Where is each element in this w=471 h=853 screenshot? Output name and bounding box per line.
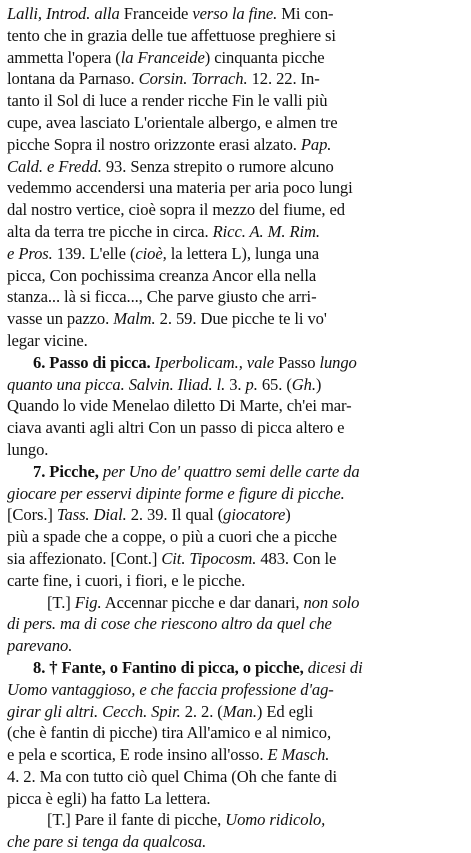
text-run: o <box>105 657 122 677</box>
text-line <box>7 352 464 374</box>
text-run: Mi con- <box>277 4 334 23</box>
text-line <box>7 330 464 352</box>
text-line <box>7 504 464 526</box>
text-run: 483. Con le <box>256 548 337 568</box>
text-run: giocare per esservi dipinte forme e figure di picche. <box>7 483 345 503</box>
text-run: 65. ( <box>257 374 292 394</box>
text-run: Ricc. A. M. Rim. <box>212 221 320 241</box>
text-run: p. <box>245 374 258 394</box>
text-line <box>7 809 464 831</box>
text-run: Man. <box>222 701 257 721</box>
text-run: 4. 2. Ma con tutto ciò quel Chima (Oh che fante di <box>7 766 338 786</box>
text-run: verso la fine. <box>192 4 278 23</box>
text-line <box>7 68 464 90</box>
text-line <box>7 701 464 723</box>
entry-text <box>7 3 464 853</box>
text-run: picche, <box>255 657 304 677</box>
text-run: stanza... là si ficca..., Che parve giusto che arri- <box>7 287 317 307</box>
text-run: e pela e scortica, E rode insino all'osso. <box>7 745 268 765</box>
text-run: ) <box>285 505 291 525</box>
text-line <box>7 679 464 701</box>
text-line <box>7 592 464 614</box>
text-line <box>7 439 464 461</box>
text-line <box>7 3 464 25</box>
text-run: ammetta l'opera ( <box>7 47 121 67</box>
text-run: 2. 59. Due picche te li vo' <box>155 309 327 329</box>
text-line <box>7 635 464 657</box>
text-line <box>7 308 464 330</box>
text-run: 2. 2. ( <box>180 701 223 721</box>
text-line <box>7 744 464 766</box>
text-run: Fantino di picca, <box>121 657 239 677</box>
text-run: tanto il Sol di luce a render ricche Fin le valli più <box>7 91 328 111</box>
text-line <box>7 831 464 853</box>
paragraph-2 <box>7 461 464 592</box>
text-line <box>7 134 464 156</box>
text-run: picche Sopra il nostro orizzonte erasi alzato. <box>7 134 301 154</box>
text-line <box>7 395 464 417</box>
text-run: Lalli, Introd. alla <box>7 4 120 23</box>
text-run: Tass. Dial. <box>56 505 127 525</box>
text-run: Picche, <box>49 461 99 481</box>
text-run: Malm. <box>113 309 156 329</box>
text-run: ) cinquanta picche <box>204 47 325 67</box>
text-line <box>7 657 464 679</box>
text-line <box>7 25 464 47</box>
text-run: Uomo vantaggioso, e che faccia professione d'ag- <box>7 679 334 699</box>
text-run: Accennar picche e dar danari, <box>101 592 304 612</box>
text-run: Uomo ridicolo, <box>225 810 326 830</box>
text-line <box>7 243 464 265</box>
text-run: carte fine, i cuori, i fiori, e le picche. <box>7 570 246 590</box>
text-run: cioè, <box>135 243 167 263</box>
text-line <box>7 90 464 112</box>
text-run: Quando lo vide Menelao diletto Di Marte, ch'ei mar- <box>7 396 352 416</box>
text-line <box>7 47 464 69</box>
text-run: la lettera L), lunga una <box>166 243 319 263</box>
text-run: giocatore <box>223 505 286 525</box>
text-run: picca è egli) ha fatto La lettera. <box>7 788 211 808</box>
text-run: [T.] <box>47 592 75 612</box>
text-run: vedemmo accendersi una materia per aria poco lungi <box>7 178 353 198</box>
text-run: Franceide <box>119 4 193 23</box>
text-run: picca, Con pochissima creanza Ancor ella nella <box>7 265 317 285</box>
text-run: o <box>238 657 256 677</box>
text-run: Fante, <box>61 657 106 677</box>
text-run: Cit. Tipocosm. <box>161 548 257 568</box>
paragraph-3 <box>7 592 464 657</box>
text-run: Corsin. Torrach. <box>138 69 248 89</box>
text-run: 3. <box>225 374 246 394</box>
text-run: [T.] Pare il fante di picche, <box>47 810 226 830</box>
text-line <box>7 613 464 635</box>
text-run: 12. 22. In- <box>247 69 320 89</box>
text-run: dal nostro vertice, cioè sopra il mezzo del fiume, ed <box>7 200 345 220</box>
text-run: 7. <box>33 461 50 481</box>
text-run: (che è fantin di picche) tira All'amico e al nimico, <box>7 723 332 743</box>
text-line <box>7 483 464 505</box>
text-run: 139. L'elle ( <box>52 243 136 263</box>
text-line <box>7 570 464 592</box>
text-run: tento che in grazia delle tue affettuose preghiere si <box>7 25 336 45</box>
text-run: E Masch. <box>267 745 330 765</box>
paragraph-1 <box>7 352 464 461</box>
text-run: quanto una picca. Salvin. Iliad. l. <box>7 374 226 394</box>
text-run: e Pros. <box>7 243 53 263</box>
text-line <box>7 788 464 810</box>
text-run: Cald. e Fredd. <box>7 156 102 176</box>
text-run: ciava avanti agli altri Con un passo di picca altero e <box>7 418 345 438</box>
text-run: parevano. <box>7 636 73 656</box>
text-line <box>7 766 464 788</box>
text-line <box>7 221 464 243</box>
text-run: lungo. <box>7 439 49 459</box>
text-run: ) Ed egli <box>256 701 314 721</box>
text-run: ) <box>315 374 322 394</box>
text-run: 93. Senza strepito o rumore alcuno <box>101 156 334 176</box>
text-line <box>7 286 464 308</box>
paragraph-5 <box>7 809 464 853</box>
text-line <box>7 461 464 483</box>
text-run: legar vicine. <box>7 330 88 350</box>
text-run: Gh. <box>291 374 316 394</box>
text-run: per Uno de' quattro semi delle carte da <box>102 461 360 481</box>
text-run: che pare si tenga da qualcosa. <box>7 832 207 852</box>
text-run: sia affezionato. [Cont.] <box>7 548 162 568</box>
paragraph-0 <box>7 3 464 352</box>
text-run: la Franceide <box>120 47 205 67</box>
text-run: girar gli altri. Cecch. Spir. <box>7 701 181 721</box>
text-line <box>7 265 464 287</box>
text-run: non solo <box>303 592 360 612</box>
paragraph-4 <box>7 657 464 810</box>
text-line <box>7 374 464 396</box>
text-line <box>7 722 464 744</box>
text-line <box>7 417 464 439</box>
text-line <box>7 526 464 548</box>
text-run: cupe, avea lasciato L'orientale albergo, e almen tre <box>7 112 338 132</box>
text-line <box>7 156 464 178</box>
text-run: Pap. <box>300 134 332 154</box>
text-run: 6. <box>33 352 50 372</box>
text-run: 8. † <box>33 657 62 677</box>
text-run: 2. 39. Il qual ( <box>126 505 224 525</box>
text-run: Iperbolicam., vale <box>154 352 275 372</box>
text-run: Passo <box>274 352 320 372</box>
text-run: lontana da Parnaso. <box>7 69 139 89</box>
text-run: vasse un pazzo. <box>7 309 114 329</box>
text-run: alta da terra tre picche in circa. <box>7 221 213 241</box>
text-run: di pers. ma di cose che riescono altro da quel che <box>7 614 332 634</box>
text-run: Fig. <box>74 592 102 612</box>
text-run: dicesi di <box>307 657 363 677</box>
text-run: più a spade che a coppe, o più a cuori che a picche <box>7 527 337 547</box>
text-line <box>7 112 464 134</box>
text-line <box>7 199 464 221</box>
text-line <box>7 548 464 570</box>
text-run: [Cors.] <box>7 505 57 525</box>
text-run: lungo <box>319 352 357 372</box>
text-run: Passo di picca. <box>49 352 151 372</box>
text-line <box>7 177 464 199</box>
